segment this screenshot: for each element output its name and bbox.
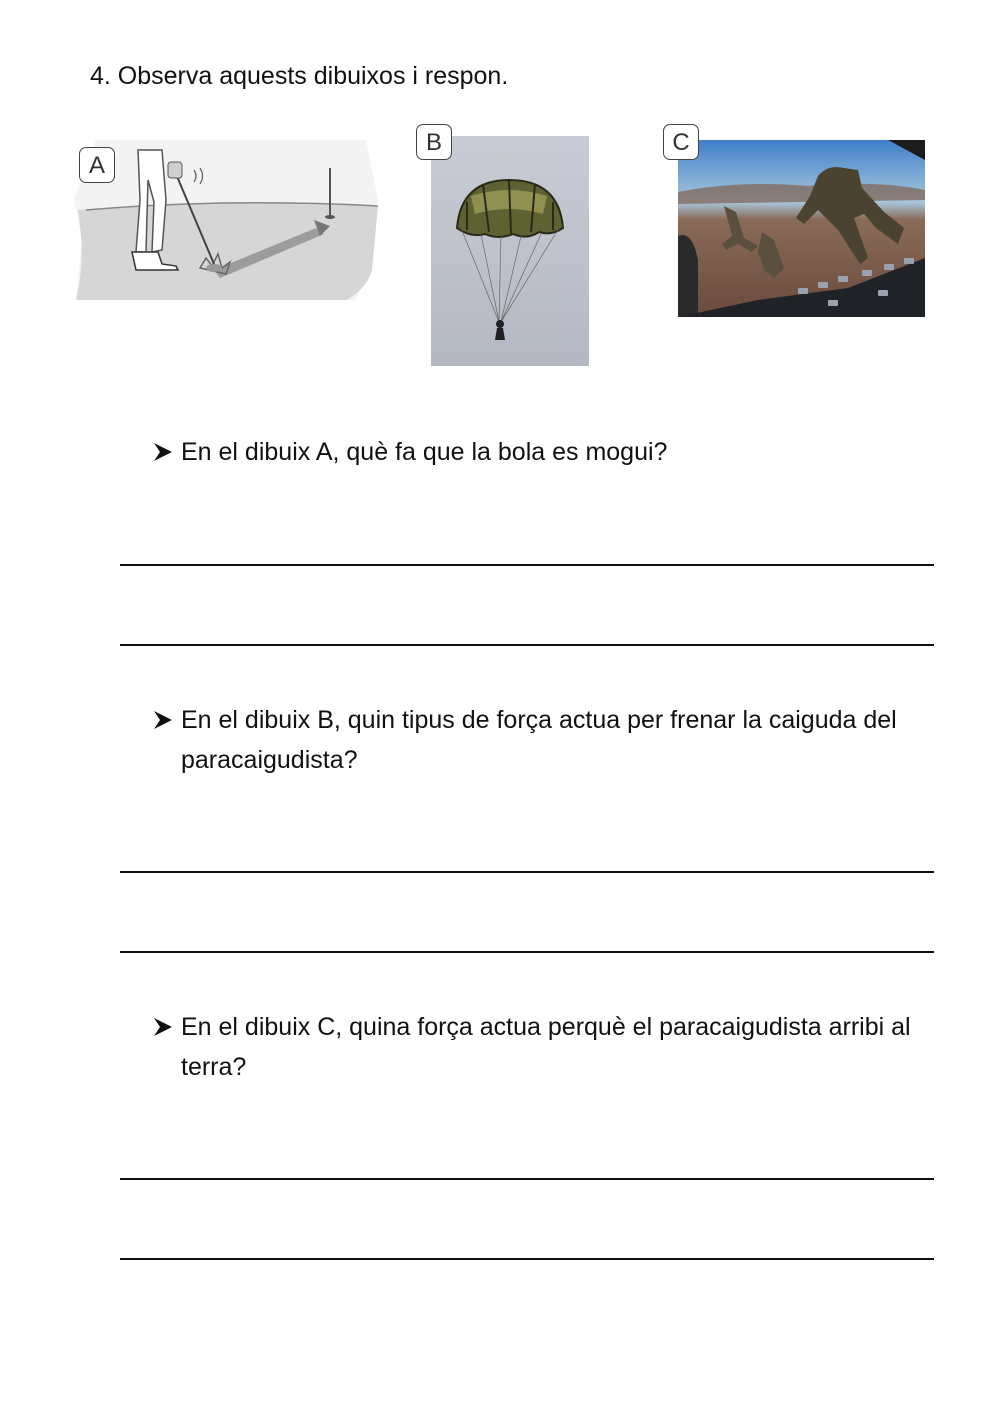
- question-2: [152, 700, 942, 780]
- image-label-c: C: [663, 124, 699, 160]
- answer-line-2a[interactable]: [120, 871, 934, 873]
- arrowhead-bullet-icon: [152, 700, 178, 743]
- answer-line-1a[interactable]: [120, 564, 934, 566]
- question-2-text: En el dibuix B, quin tipus de força actua per frenar la caiguda del paracaigudista?: [181, 706, 897, 774]
- question-3: [152, 1007, 942, 1087]
- arrowhead-bullet-icon: [152, 1007, 178, 1050]
- question-3-text: En el dibuix C, quina força actua perquè el paracaigudista arribi al terra?: [181, 1013, 911, 1081]
- skydivers-photo-image: [678, 140, 925, 317]
- exercise-title: 4. Observa aquests dibuixos i respon.: [90, 62, 509, 90]
- question-1-text: En el dibuix A, què fa que la bola es mogui?: [181, 438, 668, 466]
- parachute-photo-image: [431, 136, 589, 366]
- image-label-b: B: [416, 124, 452, 160]
- answer-line-1b[interactable]: [120, 644, 934, 646]
- answer-line-2b[interactable]: [120, 951, 934, 953]
- answer-line-3b[interactable]: [120, 1258, 934, 1260]
- question-1: [152, 432, 942, 472]
- image-label-a: A: [79, 147, 115, 183]
- answer-line-3a[interactable]: [120, 1178, 934, 1180]
- arrowhead-bullet-icon: [152, 432, 178, 475]
